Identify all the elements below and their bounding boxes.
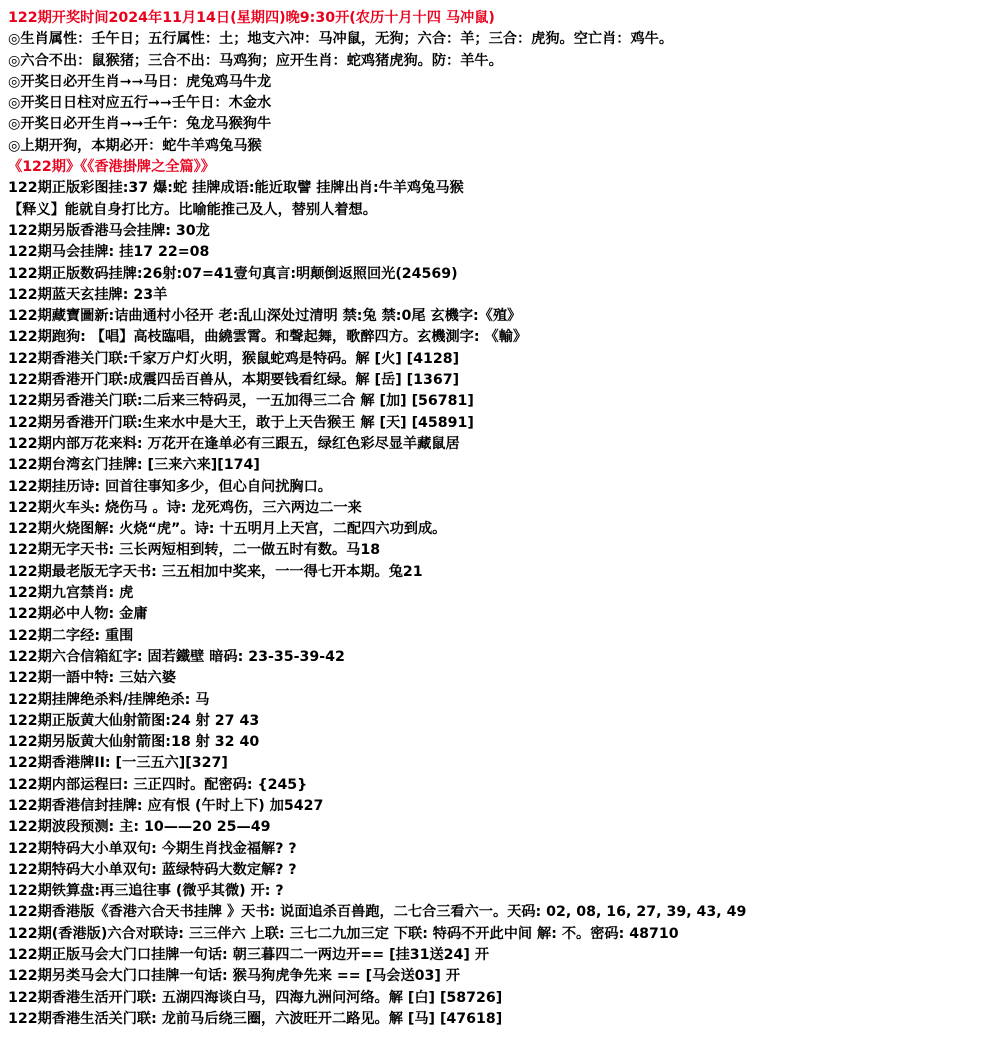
text-line: 122期香港关门联:千家万户灯火明，猴鼠蛇鸡是特码。解 [火] [4128] [8, 350, 460, 367]
text-line: 122期香港牌II: [一三五六][327] [8, 755, 228, 772]
text-line: 122期最老版无字天书: 三五相加中奖来，一一得七开本期。兔21 [8, 563, 423, 580]
section-title: 《122期》《《香港掛牌之全篇》》 [8, 159, 215, 176]
text-line: 122期内部运程曰: 三正四时。配密码: {245} [8, 776, 308, 793]
text-line: 122期无字天书: 三长两短相到转，二一做五时有数。马18 [8, 542, 381, 559]
text-line: ◎六合不出：鼠猴猪；三合不出：马鸡狗；应开生肖：蛇鸡猪虎狗。防：羊牛。 [8, 52, 503, 69]
text-line: 【释义】能就自身打比方。比喻能推己及人，替别人着想。 [8, 201, 377, 218]
text-line: 122期内部万花来料: 万花开在逢单必有三跟五，绿红色彩尽显羊藏鼠居 [8, 435, 460, 452]
text-line: 122期正版彩图挂:37 爆:蛇 挂牌成语:能近取譬 挂牌出肖:牛羊鸡兔马猴 [8, 180, 464, 197]
text-line: 122期另版香港马会挂牌: 30龙 [8, 222, 210, 239]
text-line: 122期挂历诗: 回首往事知多少，但心自问扰胸口。 [8, 478, 332, 495]
text-line: 122期六合信箱紅字: 固若鐵壁 暗码: 23-35-39-42 [8, 648, 345, 665]
text-line: 122期马会挂牌: 挂17 22=08 [8, 244, 210, 261]
text-line: 122期(香港版)六合对联诗: 三三伴六 上联: 三七二九加三定 下联: 特码不开此中间 解: 不。密码: 48710 [8, 925, 679, 942]
text-line: 122期香港信封挂牌: 应有恨 (午时上下) 加5427 [8, 797, 324, 814]
text-line: 122期挂牌绝杀料/挂牌绝杀: 马 [8, 691, 210, 708]
text-line: 122期香港生活开门联: 五湖四海谈白马，四海九洲问河络。解 [白] [58726] [8, 989, 503, 1006]
text-line: 122期九宫禁肖: 虎 [8, 585, 134, 602]
text-line: 122期火车头: 烧伤马 。诗: 龙死鸡伤，三六两边二一来 [8, 499, 362, 516]
text-line: 122期藏寶圖新:诘曲通村小径开 老:乱山深处过清明 禁:兔 禁:0尾 玄機字:《殖》 [8, 308, 522, 325]
text-line: 122期台湾玄门挂牌: [三来六来][174] [8, 457, 260, 474]
text-line: 122期特码大小单双句: 今期生肖找金福解? ? [8, 840, 297, 857]
text-line: ◎开奖日日柱对应五行➞➞壬午日：木金水 [8, 95, 272, 112]
draw-time-header: 122期开奖时间2024年11月14日(星期四)晚9:30开(农历十月十四 马冲鼠) [8, 10, 495, 26]
text-line: 122期跑狗: 【唱】高枝臨唱，曲繞雲霄。和聲起舞，歌醉四方。玄機測字: 《輸》 [8, 329, 528, 346]
text-line: 122期正版马会大门口挂牌一句话: 朝三暮四二一两边开== [挂31送24] 开 [8, 947, 490, 964]
text-line: ◎上期开狗，本期必开：蛇牛羊鸡兔马猴 [8, 137, 262, 154]
text-line: 122期一語中特: 三姑六婆 [8, 670, 176, 687]
text-line: 122期香港生活关门联: 龙前马后绕三圈，六波旺开二路见。解 [马] [47618] [8, 1010, 503, 1027]
text-line: ◎开奖日必开生肖➞➞壬午：兔龙马猴狗牛 [8, 116, 272, 133]
text-line: 122期蓝天玄挂牌: 23羊 [8, 286, 168, 303]
text-line: 122期另类马会大门口挂牌一句话: 猴马狗虎争先来 == [马会送03] 开 [8, 968, 461, 985]
text-line: 122期火烧图解: 火烧“虎”。诗: 十五明月上天宫，二配四六功到成。 [8, 521, 447, 538]
text-line: 122期香港开门联:成震四岳百兽从，本期要钱看红绿。解 [岳] [1367] [8, 372, 460, 389]
text-line: 122期另版黄大仙射箭图:18 射 32 40 [8, 734, 260, 751]
text-line: 122期正版数码挂牌:26射:07=41壹句真言:明颠倒返照回光(24569) [8, 265, 458, 282]
text-line: ◎开奖日必开生肖➞➞马日：虎兔鸡马牛龙 [8, 73, 272, 90]
text-line: 122期铁算盘:再三追往事 (微乎其微) 开: ? [8, 883, 284, 900]
text-line: 122期香港版《香港六合天书挂牌 》天书: 说面追杀百兽跑，二七合三看六一。天码: 02, 08, 16, 27, 39, 43, 49 [8, 904, 747, 921]
text-line: ◎生肖属性：壬午日；五行属性：土；地支六冲：马冲鼠，无狗；六合：羊；三合：虎狗。空亡肖：鸡牛。 [8, 31, 674, 48]
text-line: 122期必中人物: 金庸 [8, 606, 148, 623]
text-line: 122期二字经: 重围 [8, 627, 134, 644]
text-line: 122期另香港关门联:二后来三特码灵，一五加得三二合 解 [加] [56781] [8, 393, 474, 410]
text-line: 122期特码大小单双句: 蓝绿特码大数定解? ? [8, 861, 297, 878]
text-line: 122期另香港开门联:生来水中是大王，敢于上天告猴王 解 [天] [45891] [8, 414, 474, 431]
text-line: 122期正版黄大仙射箭图:24 射 27 43 [8, 712, 260, 729]
text-line: 122期波段预测: 主: 10——20 25—49 [8, 819, 271, 836]
